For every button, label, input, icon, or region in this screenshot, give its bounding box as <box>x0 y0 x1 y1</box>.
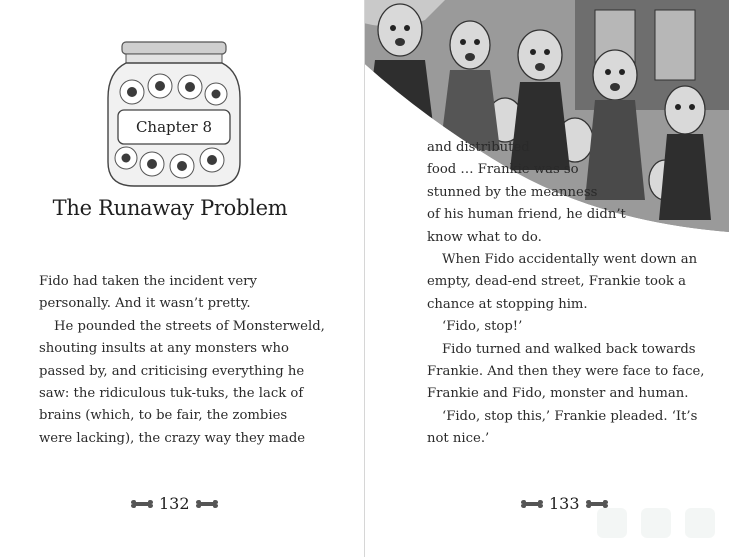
text-line: shouting insults at any monsters who <box>39 341 289 357</box>
page-number-right <box>520 494 609 513</box>
text-line: were lacking), the crazy way they made <box>39 430 306 446</box>
bone-ornament-icon <box>130 498 154 510</box>
chapter-title: The Runaway Problem <box>52 196 288 220</box>
text-line: Frankie. And then they were face to face, <box>427 364 705 380</box>
text-line: food … Frankie was so <box>427 162 579 178</box>
text-line: He pounded the streets of Monsterweld, <box>54 318 325 334</box>
text-line: Frankie and Fido, monster and human. <box>427 386 689 402</box>
text-line: know what to do. <box>427 229 542 245</box>
text-line: When Fido accidentally went down an <box>442 252 698 268</box>
text-line: ‘Fido, stop this,’ Frankie pleaded. ‘It’s <box>442 408 698 424</box>
eyeball-jar-icon <box>104 40 244 190</box>
text-line: passed by, and criticising everything he <box>39 363 305 379</box>
reader-nav-button[interactable] <box>641 508 671 538</box>
reader-nav-button[interactable] <box>685 508 715 538</box>
bone-ornament-icon <box>195 498 219 510</box>
text-line: personally. And it wasn’t pretty. <box>39 296 251 312</box>
text-line: of his human friend, he didn’t <box>427 207 626 223</box>
text-line: ‘Fido, stop!’ <box>442 319 523 335</box>
left-body-text <box>39 271 339 450</box>
text-line: stunned by the meanness <box>427 184 598 200</box>
text-line: empty, dead-end street, Frankie took a <box>427 274 686 290</box>
page-number-left <box>130 494 219 513</box>
page-number-text: 133 <box>549 494 580 513</box>
left-page <box>0 0 364 557</box>
text-line: chance at stopping him. <box>427 296 588 312</box>
chapter-label: Chapter 8 <box>135 118 213 136</box>
text-line: Fido had taken the incident very <box>39 274 257 289</box>
text-line: and distributed <box>427 140 530 155</box>
text-line: brains (which, to be fair, the zombies <box>39 408 288 424</box>
text-line: saw: the ridiculous tuk-tuks, the lack of <box>39 386 304 402</box>
reader-nav-button[interactable] <box>597 508 627 538</box>
text-line: not nice.’ <box>427 431 490 447</box>
right-body-text <box>427 137 727 451</box>
right-page <box>365 0 729 557</box>
text-line: Fido turned and walked back towards <box>442 341 696 357</box>
bone-ornament-icon <box>520 498 544 510</box>
page-number-text: 132 <box>159 494 190 513</box>
